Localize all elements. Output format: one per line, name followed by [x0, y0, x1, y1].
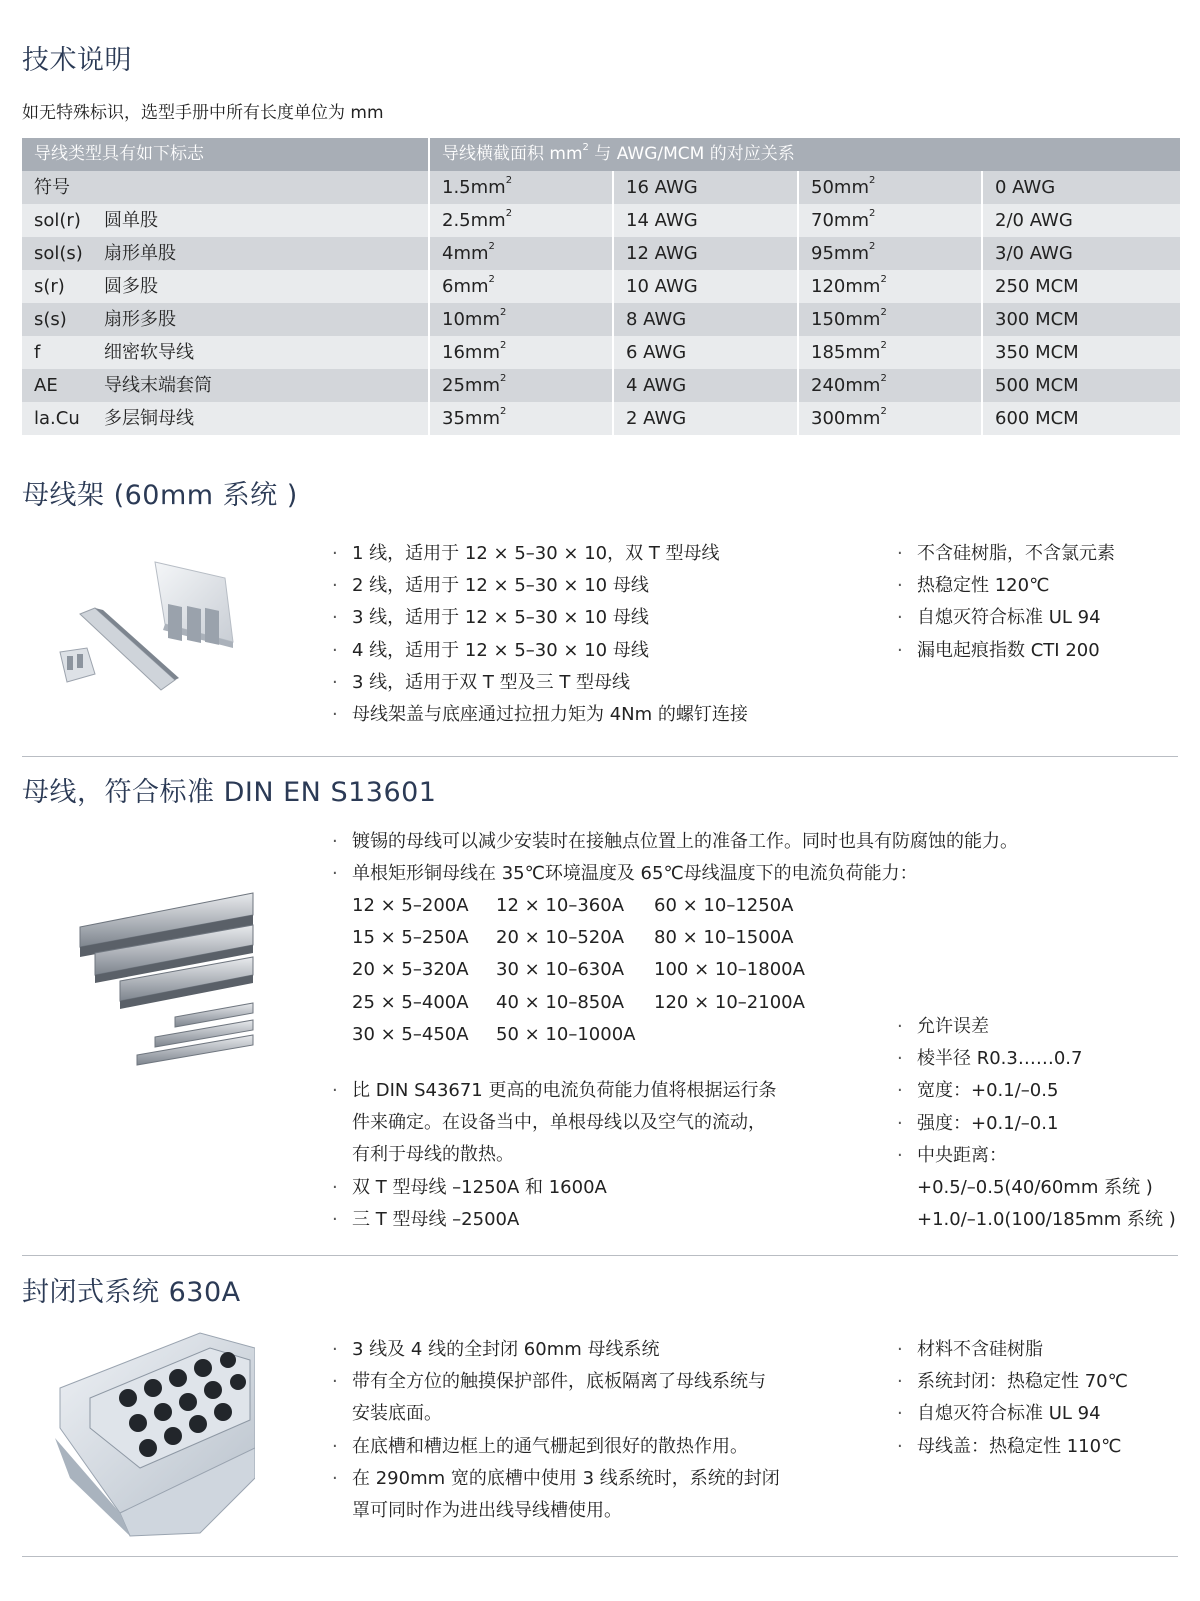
- current-rating-grid: [352, 890, 814, 1051]
- cell-value: 500 MCM: [995, 375, 1079, 396]
- item-text: 3 线，适用于 12 × 5–30 × 10 母线: [352, 607, 649, 629]
- wire-type-desc: 扇形单股: [104, 243, 176, 264]
- bullet-dot: ·: [897, 1371, 903, 1393]
- cell-value: 150mm: [811, 309, 881, 330]
- wire-type-cell: [22, 336, 430, 369]
- rating-row: [352, 987, 814, 1019]
- rating-value: 50 × 10–1000A: [496, 1023, 636, 1045]
- bullet-dot: ·: [332, 607, 338, 629]
- bullet-dot: ·: [897, 639, 903, 661]
- list-item: [897, 538, 1115, 570]
- item-text: 允许误差: [917, 1016, 989, 1037]
- wire-type-desc: 多层铜母线: [104, 408, 194, 429]
- superscript: 2: [868, 175, 876, 186]
- wire-type-table: [22, 138, 1180, 435]
- item-text: 罩可同时作为进出线导线槽使用。: [352, 1500, 622, 1522]
- superscript: 2: [880, 274, 887, 285]
- cross-section-cell: [799, 270, 983, 303]
- busbar-holder-properties: [897, 538, 1115, 667]
- bullet-dot: ·: [332, 1208, 338, 1230]
- table-row: [22, 204, 1180, 237]
- list-item: [897, 1398, 1128, 1430]
- cell-value: 16mm: [442, 342, 500, 363]
- table-row: [22, 336, 1180, 369]
- cross-section-cell: [430, 336, 614, 369]
- wire-type-code: AE: [34, 375, 58, 396]
- cell-value: 35mm: [442, 408, 500, 429]
- bullet-dot: ·: [897, 1016, 903, 1037]
- enclosed-system-features: [332, 1334, 780, 1527]
- awg-cell: [614, 171, 799, 204]
- bullet-dot: ·: [332, 1176, 338, 1198]
- rating-row: [352, 1019, 814, 1051]
- cell-value: 250 MCM: [995, 276, 1079, 297]
- cross-section-cell: [799, 303, 983, 336]
- cross-section-cell: [430, 204, 614, 237]
- rating-value: 20 × 5–320A: [352, 959, 469, 981]
- bullet-dot: ·: [897, 575, 903, 597]
- superscript: 2: [868, 241, 876, 252]
- cell-value: 240mm: [811, 375, 881, 396]
- awg-cell: [614, 369, 799, 402]
- awg-cell: [614, 237, 799, 270]
- bullet-dot: ·: [332, 543, 338, 564]
- wire-type-desc: 扇形多股: [104, 309, 176, 330]
- cross-section-cell: [799, 171, 983, 204]
- list-item: [897, 602, 1115, 634]
- bullet-dot: ·: [332, 671, 338, 693]
- item-text: 件来确定。在设备当中，单根母线以及空气的流动，: [352, 1112, 766, 1134]
- superscript: 2: [880, 307, 887, 318]
- cell-value: 185mm: [811, 342, 881, 363]
- cell-value: 2/0 AWG: [995, 210, 1073, 231]
- list-item: [332, 1204, 776, 1236]
- superscript: 2: [880, 373, 887, 384]
- superscript: 2: [499, 406, 507, 417]
- rating-value: 120 × 10–2100A: [654, 991, 805, 1013]
- enclosed-system-properties: [897, 1334, 1128, 1463]
- item-text: 带有全方位的触摸保护部件，底板隔离了母线系统与: [352, 1371, 766, 1393]
- bullet-dot: ·: [332, 1467, 338, 1489]
- list-item: [332, 1139, 776, 1171]
- table-header-left: 导线类型具有如下标志: [22, 138, 430, 171]
- wire-type-code: s(r): [34, 276, 65, 297]
- busbar-intro: [332, 826, 1018, 890]
- awg-cell: [983, 171, 1180, 204]
- awg-cell: [614, 336, 799, 369]
- cell-value: 10 AWG: [626, 276, 698, 297]
- cell-value: 25mm: [442, 375, 500, 396]
- wire-type-cell: [22, 237, 430, 270]
- superscript: 2: [880, 340, 887, 351]
- cell-value: 350 MCM: [995, 342, 1079, 363]
- list-item: [897, 1075, 1176, 1107]
- superscript: 2: [505, 175, 513, 186]
- item-text: 单根矩形铜母线在 35℃环境温度及 65℃母线温度下的电流负荷能力：: [352, 863, 918, 885]
- item-text: 3 线及 4 线的全封闭 60mm 母线系统: [352, 1339, 660, 1360]
- cell-value: 6mm: [442, 276, 489, 297]
- superscript: 2: [499, 307, 507, 318]
- item-text: 系统封闭：热稳定性 70℃: [917, 1371, 1128, 1393]
- list-item: [897, 1108, 1176, 1140]
- section-title-busbar-standard: 母线，符合标准 DIN EN S13601: [22, 777, 437, 808]
- list-item: [897, 1431, 1128, 1463]
- cell-value: 300mm: [811, 408, 881, 429]
- list-item: [332, 1107, 776, 1139]
- awg-cell: [614, 204, 799, 237]
- list-item: [897, 1366, 1128, 1398]
- section-divider: [22, 1556, 1178, 1557]
- superscript: 2: [499, 373, 507, 384]
- awg-cell: [983, 402, 1180, 435]
- rating-value: 100 × 10–1800A: [654, 959, 805, 981]
- section-title-tech-notes: 技术说明: [22, 45, 132, 76]
- superscript: 2: [505, 208, 513, 219]
- rating-row: [352, 954, 814, 986]
- bullet-dot: ·: [897, 1144, 903, 1166]
- item-text: 4 线，适用于 12 × 5–30 × 10 母线: [352, 639, 649, 661]
- awg-cell: [983, 303, 1180, 336]
- cell-value: 12 AWG: [626, 243, 698, 264]
- awg-cell: [983, 237, 1180, 270]
- item-text: 安装底面。: [352, 1403, 442, 1425]
- table-header-right: 导线横截面积 $mm^2$ 与 AWG/MCM 的对应关系: [442, 142, 795, 164]
- item-text: 镀锡的母线可以减少安装时在接触点位置上的准备工作。同时也具有防腐蚀的能力。: [352, 831, 1018, 852]
- rating-value: 40 × 10–850A: [496, 991, 625, 1013]
- rating-row: [352, 922, 814, 954]
- list-item: [332, 667, 748, 699]
- cell-value: 2 AWG: [626, 408, 687, 429]
- item-text: 不含硅树脂，不含氯元素: [917, 543, 1115, 564]
- cell-value: 1.5mm: [442, 177, 506, 198]
- awg-cell: [614, 402, 799, 435]
- rating-value: 25 × 5–400A: [352, 991, 469, 1013]
- list-item: [332, 858, 1018, 890]
- item-text: 材料不含硅树脂: [917, 1339, 1043, 1360]
- cell-value: 50mm: [811, 177, 869, 198]
- wire-type-code: s(s): [34, 309, 67, 330]
- rating-row: [352, 890, 814, 922]
- list-item: [332, 1431, 780, 1463]
- cross-section-cell: [799, 237, 983, 270]
- section-divider: [22, 1255, 1178, 1256]
- wire-type-code: la.Cu: [34, 408, 80, 429]
- cell-value: 300 MCM: [995, 309, 1079, 330]
- cell-value: 2.5mm: [442, 210, 506, 231]
- rating-value: 15 × 5–250A: [352, 927, 469, 949]
- bullet-dot: ·: [897, 1403, 903, 1425]
- cross-section-cell: [799, 369, 983, 402]
- rating-value: 20 × 10–520A: [496, 927, 625, 949]
- wire-type-cell: [22, 402, 430, 435]
- wire-type-desc: 导线末端套筒: [104, 375, 212, 396]
- cross-section-cell: [430, 303, 614, 336]
- rating-value: 60 × 10–1250A: [654, 895, 794, 916]
- cross-section-cell: [430, 270, 614, 303]
- item-text: 强度：+0.1/–0.1: [917, 1112, 1059, 1134]
- bullet-dot: ·: [332, 863, 338, 885]
- item-text: 漏电起痕指数 CTI 200: [917, 639, 1100, 661]
- cell-value: 0 AWG: [995, 177, 1056, 198]
- item-text: 三 T 型母线 –2500A: [352, 1208, 520, 1230]
- item-text: 自熄灭符合标准 UL 94: [917, 1403, 1101, 1425]
- wire-type-code: sol(s): [34, 243, 83, 264]
- cross-section-cell: [430, 237, 614, 270]
- list-item: [332, 602, 748, 634]
- awg-cell: [983, 204, 1180, 237]
- table-row: [22, 270, 1180, 303]
- table-header-row: [22, 138, 1180, 171]
- superscript: 2: [488, 274, 495, 285]
- wire-type-desc: 细密软导线: [104, 342, 194, 363]
- cell-value: 70mm: [811, 210, 869, 231]
- item-text: 在 290mm 宽的底槽中使用 3 线系统时，系统的封闭: [352, 1467, 780, 1489]
- awg-cell: [614, 270, 799, 303]
- item-text: 在底槽和槽边框上的通气栅起到很好的散热作用。: [352, 1435, 748, 1457]
- cross-section-cell: [430, 171, 614, 204]
- cell-value: 3/0 AWG: [995, 243, 1073, 264]
- copper-busbar-image: [75, 885, 255, 1070]
- superscript: 2: [488, 241, 495, 252]
- cell-value: 95mm: [811, 243, 869, 264]
- list-item: [897, 1011, 1176, 1043]
- wire-type-cell: [22, 204, 430, 237]
- list-item: [332, 699, 748, 731]
- list-item: [332, 1172, 776, 1204]
- rating-value: 80 × 10–1500A: [654, 927, 794, 949]
- rating-value: 30 × 5–450A: [352, 1023, 469, 1045]
- item-text: 3 线，适用于双 T 型及三 T 型母线: [352, 671, 631, 693]
- item-text: 有利于母线的散热。: [352, 1144, 514, 1166]
- bullet-dot: ·: [332, 831, 338, 852]
- rating-value: 12 × 10–360A: [496, 895, 625, 916]
- item-text: 2 线，适用于 12 × 5–30 × 10 母线: [352, 575, 649, 597]
- list-item: [332, 635, 748, 667]
- item-text: 棱半径 R0.3……0.7: [917, 1048, 1083, 1070]
- rating-value: 12 × 5–200A: [352, 895, 469, 916]
- busbar-holder-features: [332, 538, 748, 731]
- item-text: 中央距离：: [917, 1144, 1007, 1166]
- list-item: [897, 1334, 1128, 1366]
- section-title-busbar-holder: 母线架 (60mm 系统 ): [22, 480, 298, 511]
- bullet-dot: ·: [332, 1435, 338, 1457]
- busbar-tolerances: [897, 1011, 1176, 1236]
- superscript: 2: [868, 208, 876, 219]
- bullet-dot: ·: [332, 1371, 338, 1393]
- enclosed-system-image: [50, 1328, 255, 1538]
- bullet-dot: ·: [897, 543, 903, 564]
- bullet-dot: ·: [332, 575, 338, 597]
- list-item: [332, 1075, 776, 1107]
- cell-value: 8 AWG: [626, 309, 687, 330]
- item-text: +0.5/–0.5(40/60mm 系统 ): [917, 1177, 1153, 1199]
- item-text: 自熄灭符合标准 UL 94: [917, 607, 1101, 629]
- table-row: [22, 303, 1180, 336]
- item-text: +1.0/–1.0(100/185mm 系统 ): [917, 1209, 1176, 1231]
- list-item: [897, 1204, 1176, 1236]
- list-item: [332, 1398, 780, 1430]
- list-item: [332, 1463, 780, 1495]
- bullet-dot: ·: [332, 639, 338, 661]
- cross-section-cell: [799, 204, 983, 237]
- section-title-enclosed-system: 封闭式系统 630A: [22, 1277, 241, 1308]
- awg-cell: [983, 336, 1180, 369]
- wire-type-cell: [22, 171, 430, 204]
- list-item: [897, 1172, 1176, 1204]
- cell-value: 4 AWG: [626, 375, 687, 396]
- cross-section-cell: [430, 369, 614, 402]
- cell-value: 14 AWG: [626, 210, 698, 231]
- awg-cell: [614, 303, 799, 336]
- item-text: 宽度：+0.1/–0.5: [917, 1080, 1059, 1102]
- table-row: [22, 237, 1180, 270]
- busbar-holder-image: [55, 552, 245, 702]
- wire-type-desc: 圆多股: [104, 276, 158, 297]
- wire-type-code: f: [34, 342, 41, 363]
- wire-type-code: 符号: [34, 177, 70, 198]
- awg-cell: [983, 270, 1180, 303]
- list-item: [332, 826, 1018, 858]
- rating-value: [654, 1019, 814, 1051]
- bullet-dot: ·: [897, 1112, 903, 1134]
- bullet-dot: ·: [897, 1435, 903, 1457]
- bullet-dot: ·: [332, 704, 338, 726]
- bullet-dot: ·: [897, 1048, 903, 1070]
- list-item: [897, 635, 1115, 667]
- wire-type-code: sol(r): [34, 210, 81, 231]
- busbar-notes: [332, 1075, 776, 1236]
- wire-type-desc: 圆单股: [104, 210, 158, 231]
- table-row: [22, 369, 1180, 402]
- list-item: [332, 1334, 780, 1366]
- item-text: 双 T 型母线 –1250A 和 1600A: [352, 1176, 607, 1198]
- cell-value: 16 AWG: [626, 177, 698, 198]
- bullet-dot: ·: [897, 1339, 903, 1360]
- cell-value: 6 AWG: [626, 342, 687, 363]
- bullet-dot: ·: [332, 1339, 338, 1360]
- bullet-dot: ·: [897, 1080, 903, 1102]
- cell-value: 4mm: [442, 243, 489, 264]
- list-item: [332, 1495, 780, 1527]
- cross-section-cell: [799, 336, 983, 369]
- item-text: 母线架盖与底座通过拉扭力矩为 4Nm 的螺钉连接: [352, 704, 748, 726]
- superscript: 2: [499, 340, 507, 351]
- awg-cell: [983, 369, 1180, 402]
- item-text: 比 DIN S43671 更高的电流负荷能力值将根据运行条: [352, 1080, 777, 1101]
- rating-value: 30 × 10–630A: [496, 959, 625, 981]
- cell-value: 10mm: [442, 309, 500, 330]
- cross-section-cell: [430, 402, 614, 435]
- wire-type-cell: [22, 303, 430, 336]
- item-text: 热稳定性 120℃: [917, 575, 1050, 597]
- item-text: 母线盖：热稳定性 110℃: [917, 1435, 1122, 1457]
- table-row: [22, 402, 1180, 435]
- list-item: [897, 1043, 1176, 1075]
- cell-value: 600 MCM: [995, 408, 1079, 429]
- superscript: 2: [880, 406, 887, 417]
- list-item: [332, 570, 748, 602]
- list-item: [897, 570, 1115, 602]
- list-item: [332, 1366, 780, 1398]
- wire-type-cell: [22, 270, 430, 303]
- cell-value: 120mm: [811, 276, 881, 297]
- list-item: [332, 538, 748, 570]
- bullet-dot: ·: [897, 607, 903, 629]
- unit-note: 如无特殊标识，选型手册中所有长度单位为 mm: [22, 103, 384, 123]
- cross-section-cell: [799, 402, 983, 435]
- list-item: [897, 1140, 1176, 1172]
- wire-type-cell: [22, 369, 430, 402]
- item-text: 1 线，适用于 12 × 5–30 × 10，双 T 型母线: [352, 543, 720, 564]
- bullet-dot: ·: [332, 1080, 338, 1101]
- section-divider: [22, 756, 1178, 757]
- table-row: [22, 171, 1180, 204]
